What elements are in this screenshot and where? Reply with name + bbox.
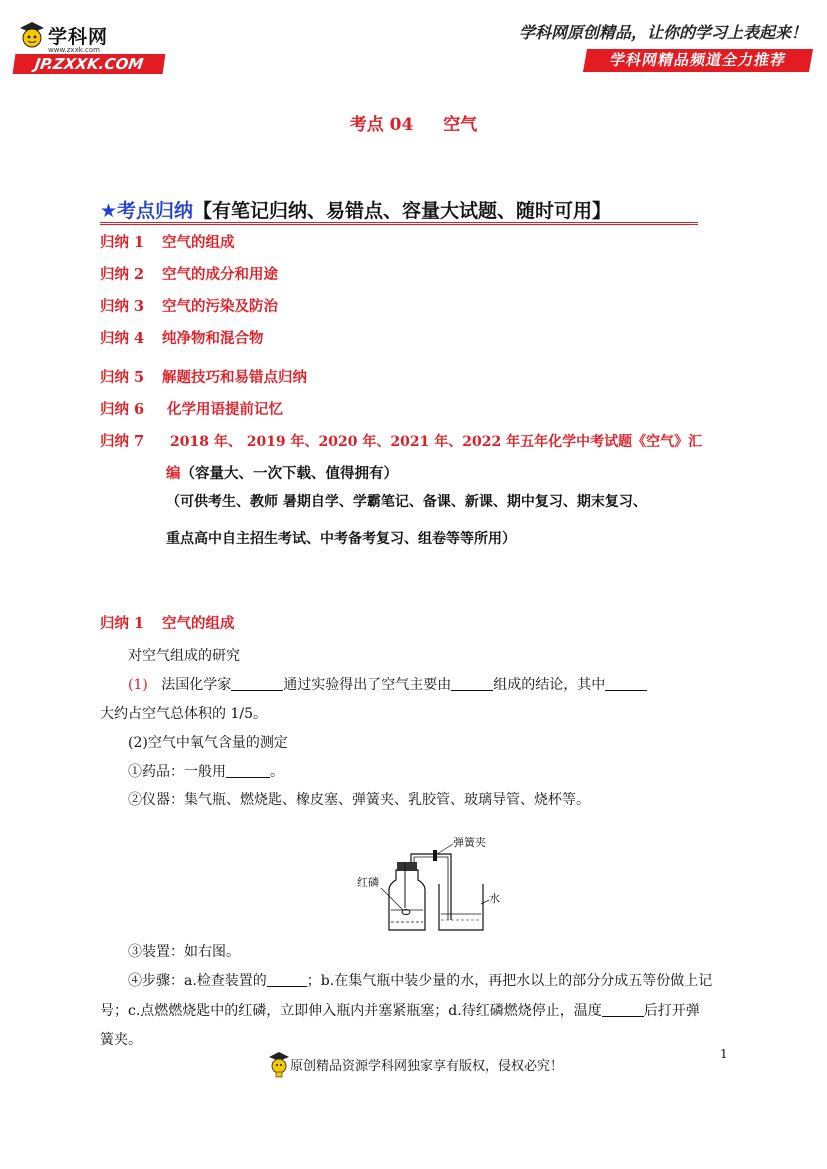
toc-label: 归纳 1 xyxy=(100,234,145,251)
blank-field[interactable] xyxy=(226,763,270,778)
toc-item-3[interactable] xyxy=(100,295,278,316)
footer-notice xyxy=(268,1050,563,1078)
apparatus-line: ②仪器：集气瓶、燃烧匙、橡皮塞、弹簧夹、乳胶管、玻璃导管、烧杯等。 xyxy=(128,792,590,808)
toc-label: 归纳 4 xyxy=(100,330,145,347)
logo-banner: JP.ZXXK.COM xyxy=(13,54,166,74)
clamp-label: 弹簧夹 xyxy=(453,836,486,849)
page-title xyxy=(0,110,827,135)
device-line: ③装置：如右图。 xyxy=(128,944,240,960)
toc-label: 归纳 3 xyxy=(100,298,145,315)
steps-text-a: ④步骤：a.检查装置的 xyxy=(128,973,267,989)
steps-line-3: 簧夹。 xyxy=(100,1032,142,1048)
toc7-line2 xyxy=(166,462,398,483)
toc-item-4[interactable] xyxy=(100,327,264,348)
drug-line xyxy=(128,761,284,781)
toc-label: 归纳 6 xyxy=(100,401,145,418)
q1-continuation: 大约占空气总体积的 1/5。 xyxy=(100,706,267,722)
question-1 xyxy=(128,674,647,694)
phosphorus-label: 红磷 xyxy=(357,876,379,889)
water-label: 水 xyxy=(489,892,500,905)
toc-text: 空气的污染及防治 xyxy=(162,298,278,315)
apparatus-illustration xyxy=(355,832,505,932)
footer-text: 原创精品资源学科网独家享有版权，侵权必究！ xyxy=(290,1059,564,1074)
heading-underline xyxy=(100,222,698,225)
section-title: 空气的组成 xyxy=(162,615,235,632)
mascot-icon xyxy=(18,20,46,54)
bracket-text: 【有笔记归纳、易错点、容量大试题、随时可用】 xyxy=(193,200,612,222)
toc-text: 解题技巧和易错点归纳 xyxy=(162,369,307,386)
steps-text-d: 后打开弹 xyxy=(643,1003,700,1019)
summary-heading xyxy=(100,196,611,223)
toc-label: 归纳 2 xyxy=(100,266,145,283)
blank-field[interactable] xyxy=(231,676,283,691)
site-logo[interactable] xyxy=(14,20,164,76)
toc7-line3: （可供考生、教师 暑期自学、学霸笔记、备课、新课、期中复习、期末复习、 xyxy=(166,494,647,510)
toc-label: 归纳 7 xyxy=(100,433,145,450)
toc7-line2-red: 编 xyxy=(166,465,181,482)
steps-line-2 xyxy=(100,1000,700,1020)
q1-text-b: 通过实验得出了空气主要由 xyxy=(283,677,452,693)
toc-text: 化学用语提前记忆 xyxy=(162,401,284,418)
question-2: (2)空气中氧气含量的测定 xyxy=(128,735,288,751)
intro-text: 对空气组成的研究 xyxy=(128,648,240,664)
blank-field[interactable] xyxy=(605,676,647,691)
drug-text: ①药品：一般用 xyxy=(128,764,226,780)
toc-text: 空气的成分和用途 xyxy=(162,266,278,283)
toc7-line1: 2018 年、 2019 年、2020 年、2021 年、2022 年五年化学中考试题《空气》汇 xyxy=(170,434,703,450)
section1-heading xyxy=(100,612,235,633)
experiment-diagram xyxy=(355,832,505,932)
steps-line-1 xyxy=(128,970,712,990)
blank-field[interactable] xyxy=(451,676,493,691)
star-label: ★考点归纳 xyxy=(100,200,194,222)
q1-text-c: 组成的结论，其中 xyxy=(493,677,606,693)
blank-field[interactable] xyxy=(267,972,307,987)
blank-field[interactable] xyxy=(602,1002,644,1017)
section-label: 归纳 1 xyxy=(100,615,145,632)
toc-item-2[interactable] xyxy=(100,263,278,284)
toc-item-6[interactable] xyxy=(100,398,283,419)
toc7-line2-black: （容量大、一次下载、值得拥有） xyxy=(180,465,398,482)
steps-text-b: ；b.在集气瓶中装少量的水，再把水以上的部分分成五等份做上记 xyxy=(306,973,713,989)
logo-url-small: www.zxxk.com xyxy=(48,46,100,54)
logo-text: 学科网 xyxy=(48,26,109,48)
steps-text-c: 号；c.点燃燃烧匙中的红磷，立即伸入瓶内并塞紧瓶塞；d.待红磷燃烧停止，温度 xyxy=(100,1003,602,1019)
toc-item-1[interactable] xyxy=(100,231,235,252)
toc-item-7[interactable] xyxy=(100,430,702,451)
toc-item-5[interactable] xyxy=(100,366,307,387)
q1-text-a: 法国化学家 xyxy=(161,677,232,693)
page-number: 1 xyxy=(720,1047,728,1061)
toc-label: 归纳 5 xyxy=(100,369,145,386)
toc-text: 纯净物和混合物 xyxy=(162,330,264,347)
header-slogan: 学科网原创精品，让你的学习上表起来！ xyxy=(518,23,807,42)
toc7-line4: 重点高中自主招生考试、中考备考复习、组卷等等所用） xyxy=(166,531,516,547)
drug-end: 。 xyxy=(270,764,284,780)
header-slogan-bar: 学科网精品频道全力推荐 xyxy=(583,49,813,72)
mascot-icon xyxy=(268,1050,290,1078)
toc-text: 空气的组成 xyxy=(162,234,235,251)
title-part1: 考点 04 xyxy=(349,115,414,135)
q1-number: (1) xyxy=(128,677,148,693)
title-part2: 空气 xyxy=(443,115,478,135)
